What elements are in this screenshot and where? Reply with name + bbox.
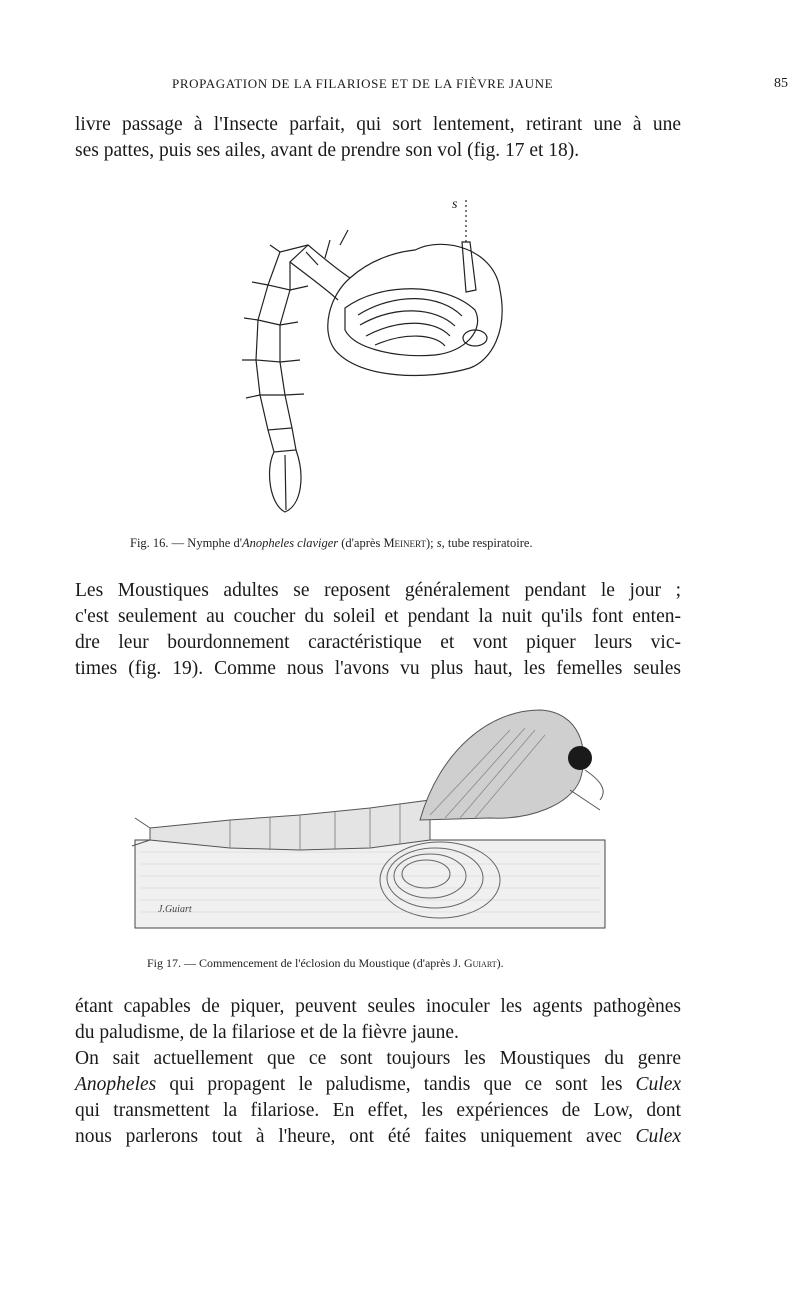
paragraph-line: étant capables de piquer, peuvent seules inoculer les agents pathogènes — [75, 996, 681, 1017]
figure-16-pupa-illustration — [230, 190, 530, 520]
caption-text: (d'après — [338, 536, 384, 550]
caption-text: ). — [496, 956, 504, 970]
genus-name: Culex — [635, 1126, 681, 1147]
paragraph-line: livre passage à l'Insecte parfait, qui sort lentement, retirant une à une — [75, 114, 681, 135]
paragraph-line: Les Moustiques adultes se reposent généralement pendant le jour ; — [75, 580, 681, 601]
figure-17-eclosion-illustration — [130, 690, 620, 940]
running-title: PROPAGATION DE LA FILARIOSE ET DE LA FIÈVRE JAUNE — [172, 76, 554, 91]
genus-name: Culex — [635, 1074, 681, 1095]
caption-species: Anopheles claviger — [241, 536, 339, 550]
paragraph-3 — [75, 994, 681, 1046]
figure-16-label-s: s — [452, 197, 458, 212]
caption-author: Meinert — [383, 536, 427, 550]
caption-text: Fig. 16. — Nymphe d' — [130, 536, 242, 550]
paragraph-2 — [75, 578, 681, 682]
caption-symbol: s — [436, 536, 442, 550]
paragraph-line — [75, 1124, 681, 1150]
caption-author: Guiart — [463, 956, 497, 970]
paragraph-1 — [75, 112, 681, 164]
caption-text: , tube respiratoire. — [441, 536, 533, 550]
paragraph-line: c'est seulement au coucher du soleil et pendant la nuit qu'ils font enten- — [75, 606, 681, 627]
figure-17-caption — [147, 956, 504, 971]
paragraph-line — [75, 1072, 681, 1098]
genus-name: Anopheles — [75, 1074, 157, 1095]
paragraph-line: qui transmettent la filariose. En effet, les expériences de Low, dont — [75, 1100, 681, 1121]
paragraph-line: On sait actuellement que ce sont toujours les Moustiques du genre — [75, 1048, 681, 1069]
caption-text: Fig 17. — Commencement de l'éclosion du Moustique (d'après J. — [147, 956, 464, 970]
paragraph-line: du paludisme, de la filariose et de la fièvre jaune. — [75, 1022, 459, 1043]
figure-16-caption — [130, 536, 533, 551]
paragraph-line: ses pattes, puis ses ailes, avant de prendre son vol (fig. 17 et 18). — [75, 140, 580, 161]
figure-17-signature: J.Guiart — [158, 904, 192, 915]
paragraph-line: times (fig. 19). Comme nous l'avons vu plus haut, les femelles seules — [75, 658, 681, 679]
page-number: 85 — [774, 76, 788, 91]
caption-text: ); — [426, 536, 437, 550]
running-head — [0, 76, 800, 98]
paragraph-4 — [75, 1046, 681, 1150]
paragraph-text: qui propagent le paludisme, tandis que ce sont les — [156, 1074, 636, 1095]
paragraph-line: dre leur bourdonnement caractéristique et vont piquer leurs vic- — [75, 632, 681, 653]
paragraph-text: nous parlerons tout à l'heure, ont été faites uniquement avec — [75, 1126, 636, 1147]
